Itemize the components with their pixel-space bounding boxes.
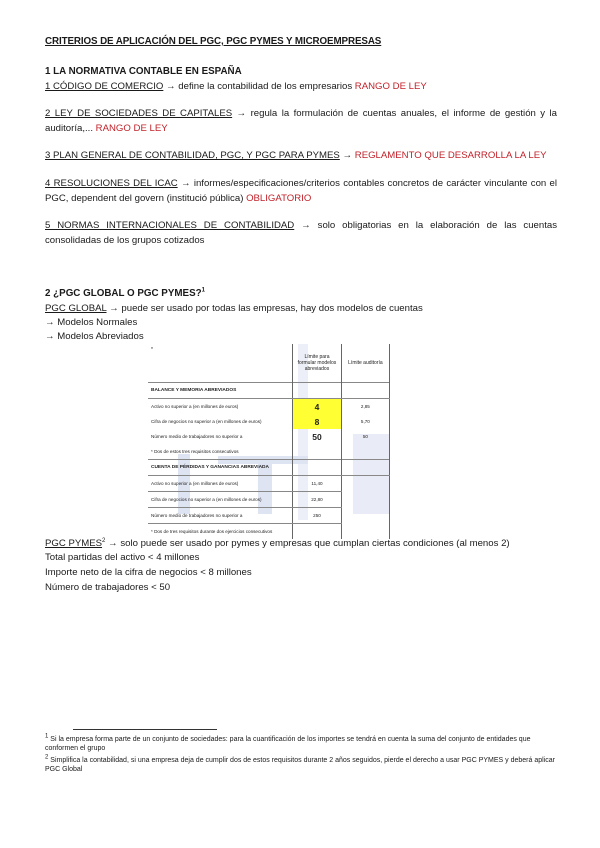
row-value-audit: 50 bbox=[341, 429, 389, 444]
item-text: → regula la formulación de cuentas anuales, el informe de gestión y la auditoría,... bbox=[45, 108, 557, 134]
section-2-heading bbox=[45, 288, 205, 299]
row-note: * Dos de tres requisitos durante dos ejercicios consecutivos bbox=[151, 529, 273, 534]
item-label: 1 CÓDIGO DE COMERCIO bbox=[45, 81, 164, 92]
col-auditoria-header: Límite auditoría bbox=[341, 344, 389, 383]
table-row bbox=[148, 508, 390, 524]
row-label: Cifra de negocios no superior a (en millones de euros) bbox=[151, 419, 262, 424]
row-value-audit: 2,85 bbox=[341, 399, 389, 415]
condition-activo: Total partidas del activo < 4 millones bbox=[45, 552, 200, 563]
table-section-row bbox=[148, 383, 390, 399]
row-label: Activo no superior a (en millones de euros) bbox=[148, 476, 293, 492]
footnote-separator bbox=[73, 729, 217, 730]
pgc-global-line bbox=[45, 301, 423, 316]
table-star: * bbox=[151, 347, 153, 353]
table-row bbox=[148, 444, 390, 460]
row-value: 11,40 bbox=[293, 476, 342, 492]
item-label: 3 PLAN GENERAL DE CONTABILIDAD, PGC, Y PGC PARA PYMES bbox=[45, 150, 340, 161]
row-label: Número medio de trabajadores no superior a bbox=[148, 508, 293, 524]
footnote-ref: 2 bbox=[102, 537, 106, 544]
limits-table-image bbox=[148, 344, 390, 534]
item-label: 2 LEY DE SOCIEDADES DE CAPITALES bbox=[45, 108, 233, 119]
pgc-global-text: → puede ser usado por todas las empresas, hay dos modelos de cuentas bbox=[106, 303, 423, 314]
table-row bbox=[148, 399, 390, 415]
item-tag: RANGO DE LEY bbox=[95, 123, 168, 134]
pgc-pymes-text: → solo puede ser usado por pymes y empresas que cumplan ciertas condiciones (al menos 2) bbox=[105, 538, 510, 549]
table-row bbox=[148, 476, 390, 492]
item-normas-internacionales bbox=[45, 218, 557, 248]
footnote-number: 2 bbox=[45, 754, 49, 761]
model-abreviados: → Modelos Abreviados bbox=[45, 331, 144, 342]
table-row bbox=[148, 492, 390, 508]
table-section-row bbox=[148, 460, 390, 476]
row-value: 22,80 bbox=[293, 492, 342, 508]
row-value: 8 bbox=[293, 414, 342, 429]
item-ley-sociedades bbox=[45, 106, 557, 136]
row-value: 50 bbox=[293, 429, 342, 444]
item-tag: OBLIGATORIO bbox=[246, 193, 312, 204]
item-text: → informes/especificaciones/criterios contables concretos de carácter vinculante con el PGC, dependent del govern (institució pública) bbox=[45, 178, 557, 204]
col-abreviados-header: Límite para formular modelos abreviados bbox=[293, 344, 342, 383]
row-value: 250 bbox=[293, 508, 342, 524]
item-codigo-comercio bbox=[45, 79, 557, 94]
item-plan-general bbox=[45, 148, 557, 163]
item-resoluciones-icac bbox=[45, 176, 557, 206]
section-2-heading-text: 2 ¿PGC GLOBAL O PGC PYMES? bbox=[45, 288, 202, 299]
row-value: 4 bbox=[293, 399, 342, 415]
pgc-global-label: PGC GLOBAL bbox=[45, 303, 107, 314]
footnote-1 bbox=[45, 735, 560, 753]
row-value-audit: 5,70 bbox=[341, 414, 389, 429]
item-tag: RANGO DE LEY bbox=[354, 81, 427, 92]
condition-trabajadores: Número de trabajadores < 50 bbox=[45, 582, 171, 593]
section-cuenta: CUENTA DE PÉRDIDAS Y GANANCIAS ABREVIADA bbox=[148, 460, 293, 476]
footnote-text: Simplifica la contabilidad, si una empresa deja de cumplir dos de estos requisitos durante 2 años seguidos, pierde el derecho a usar PGC PYMES y deberá aplicar PGC Global bbox=[45, 757, 555, 773]
condition-cifra-negocios: Importe neto de la cifra de negocios < 8 millones bbox=[45, 567, 252, 578]
row-label: Activo no superior a (en millones de euros) bbox=[151, 404, 239, 409]
row-note: * Dos de estos tres requisitos consecutivos bbox=[151, 449, 239, 454]
pgc-pymes-line bbox=[45, 536, 510, 551]
row-label: Cifra de negocios no superior a (en millones de euros) bbox=[148, 492, 293, 508]
page-title: CRITERIOS DE APLICACIÓN DEL PGC, PGC PYMES Y MICROEMPRESAS bbox=[45, 36, 382, 47]
footnote-number: 1 bbox=[45, 733, 49, 740]
item-label: 5 NORMAS INTERNACIONALES DE CONTABILIDAD bbox=[45, 220, 295, 231]
item-tag: REGLAMENTO QUE DESARROLLA LA LEY bbox=[354, 150, 547, 161]
footnote-ref: 1 bbox=[201, 287, 205, 294]
row-label: Número medio de trabajadores no superior a bbox=[151, 434, 243, 439]
table-header-row bbox=[148, 344, 390, 383]
footnote-2 bbox=[45, 756, 560, 774]
table-row bbox=[148, 414, 390, 429]
item-text: → define la contabilidad de los empresarios bbox=[163, 81, 355, 92]
section-balance: BALANCE Y MEMORIA ABREVIADOS bbox=[148, 383, 293, 399]
footnote-text: Si la empresa forma parte de un conjunto de sociedades: para la cuantificación de los importes se tendrá en cuenta la suma del conjunto de entidades que conformen el grupo bbox=[45, 736, 531, 752]
item-text: → solo obligatorias en la elaboración de las cuentas consolidadas de los grupos cotizados bbox=[45, 220, 558, 246]
limits-table bbox=[148, 344, 390, 539]
item-text: → bbox=[339, 150, 355, 161]
pgc-pymes-label: PGC PYMES bbox=[45, 538, 103, 549]
model-normales: → Modelos Normales bbox=[45, 317, 138, 328]
table-row bbox=[148, 429, 390, 444]
section-1-heading: 1 LA NORMATIVA CONTABLE EN ESPAÑA bbox=[45, 66, 242, 77]
item-label: 4 RESOLUCIONES DEL ICAC bbox=[45, 178, 178, 189]
